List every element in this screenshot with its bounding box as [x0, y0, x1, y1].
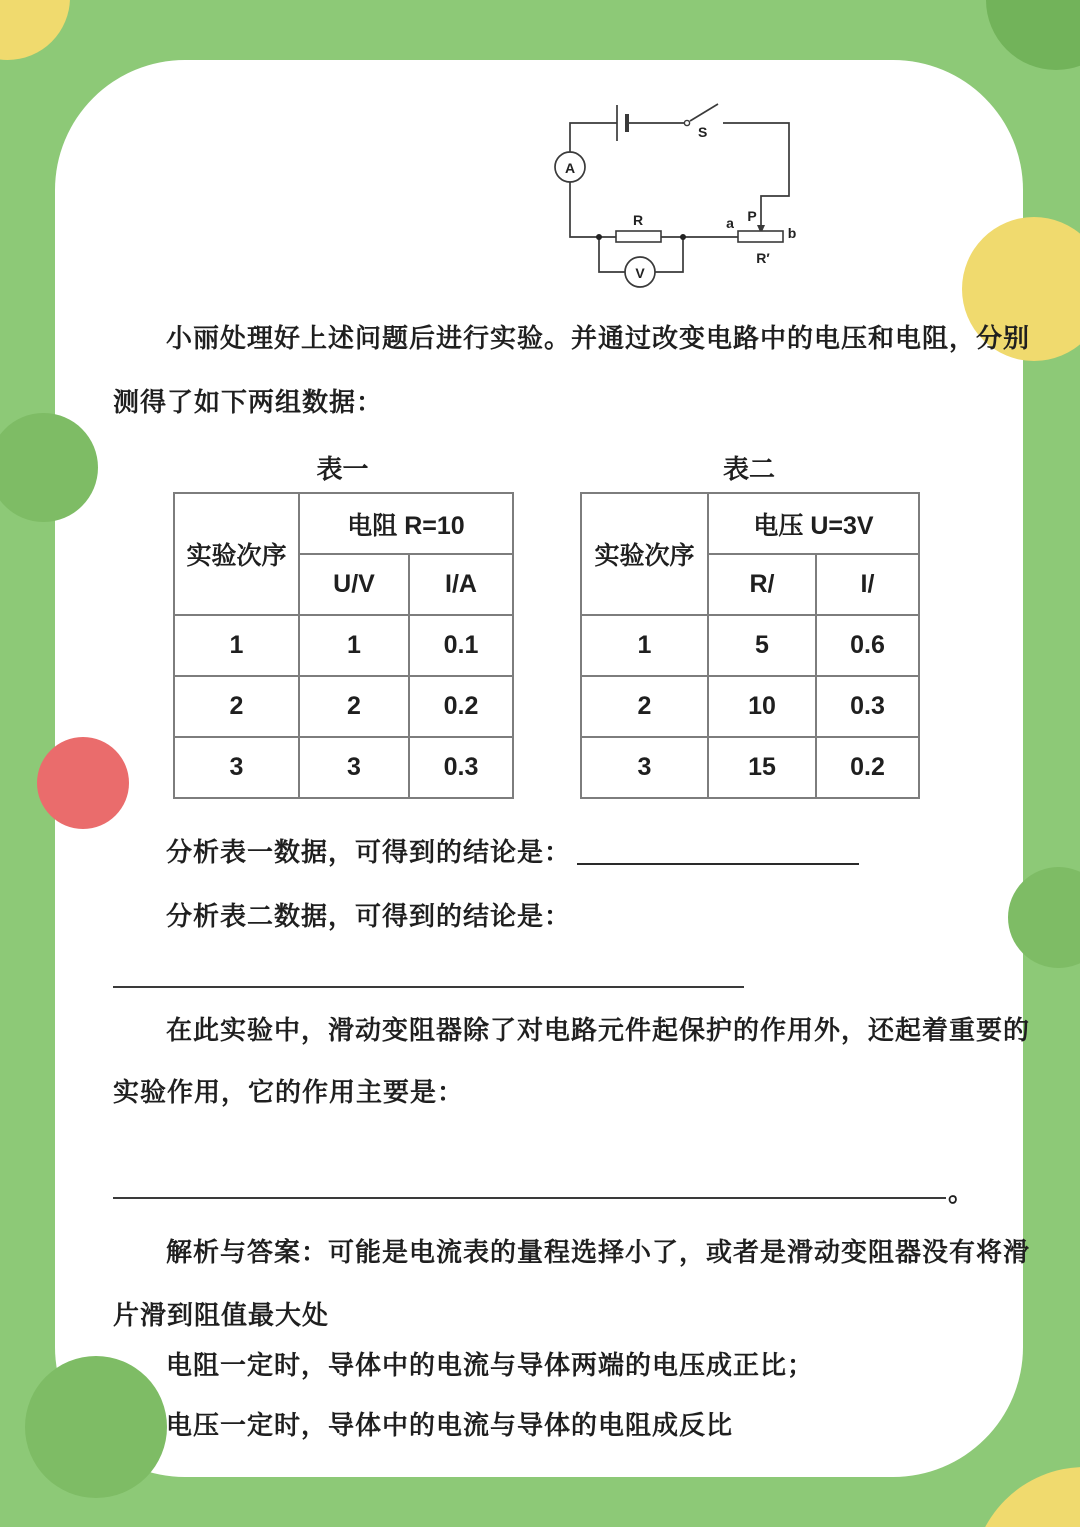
- table1-title: 表一: [316, 454, 369, 484]
- table2-cell: 0.3: [816, 676, 919, 737]
- table-two: [580, 492, 920, 799]
- table-row: [174, 737, 513, 798]
- table1-cell: 1: [299, 615, 409, 676]
- resistor: [616, 231, 661, 242]
- table1-cell: 2: [174, 676, 299, 737]
- analysis-table1-text: 分析表一数据，可得到的结论是：: [166, 837, 572, 867]
- voltmeter-label: V: [635, 265, 645, 281]
- terminal-a-label: a: [726, 215, 734, 231]
- switch-pivot: [684, 120, 689, 125]
- analysis-table2-question: 分析表二数据，可得到的结论是：: [166, 901, 572, 931]
- decor-circle-yellow-topleft: [0, 0, 70, 60]
- table2-title: 表二: [722, 454, 775, 484]
- terminal-b-label: b: [787, 225, 797, 241]
- table1-row-header: 实验次序: [174, 493, 299, 615]
- table2-col-i: I/: [816, 554, 919, 615]
- switch-label: S: [698, 124, 708, 140]
- table2-cell: 0.2: [816, 737, 919, 798]
- table1-cell: 0.2: [409, 676, 513, 737]
- resistor-label: R: [632, 212, 644, 228]
- answer-line-1: [166, 1232, 1030, 1269]
- table1-cell: 0.1: [409, 615, 513, 676]
- table1-condition: 电阻 R=10: [299, 493, 513, 554]
- circuit-wires: [570, 104, 789, 272]
- answer-blank: [113, 956, 744, 988]
- intro-line-1: 小丽处理好上述问题后进行实验。并通过改变电路中的电压和电阻，分别: [166, 323, 1031, 353]
- blank-period: 。: [948, 1177, 976, 1207]
- table2-cell: 15: [708, 737, 816, 798]
- table-row: [581, 737, 919, 798]
- table2-cell: 5: [708, 615, 816, 676]
- table2-cell: 10: [708, 676, 816, 737]
- role-line-2: 实验作用，它的作用主要是：: [113, 1077, 465, 1107]
- table1-cell: 3: [299, 737, 409, 798]
- rheostat-label: R′: [756, 250, 770, 266]
- table2-cell: 3: [581, 737, 708, 798]
- decor-circle-yellow-bottomright: [972, 1467, 1080, 1527]
- junction-dot: [680, 234, 686, 240]
- analysis-table1-question: [166, 832, 859, 869]
- decor-circle-green-bottomleft: [25, 1356, 167, 1498]
- answer-blank: [577, 837, 859, 865]
- rheostat: [738, 231, 783, 242]
- table1-cell: 1: [174, 615, 299, 676]
- circuit-diagram: [540, 90, 820, 300]
- junction-dot: [596, 234, 602, 240]
- table1-col-u: U/V: [299, 554, 409, 615]
- table-row: [581, 615, 919, 676]
- table-row: [581, 676, 919, 737]
- answer-line-2: 片滑到阻值最大处: [113, 1300, 330, 1330]
- table1-col-i: I/A: [409, 554, 513, 615]
- conclusion-1: 电阻一定时，导体中的电流与导体两端的电压成正比；: [166, 1350, 815, 1380]
- table-row: [174, 615, 513, 676]
- decor-circle-green-topright: [986, 0, 1080, 70]
- table2-row-header: 实验次序: [581, 493, 708, 615]
- answer-label: 解析与答案：: [166, 1237, 329, 1267]
- table2-cell: 1: [581, 615, 708, 676]
- conclusion-2: 电压一定时，导体中的电流与导体的电阻成反比: [166, 1410, 734, 1440]
- decor-circle-red-left: [37, 737, 129, 829]
- table2-cell: 0.6: [816, 615, 919, 676]
- table2-condition: 电压 U=3V: [708, 493, 919, 554]
- ammeter-label: A: [564, 160, 576, 176]
- table-one: [173, 492, 514, 799]
- table1-cell: 0.3: [409, 737, 513, 798]
- role-line-1: 在此实验中，滑动变阻器除了对电路元件起保护的作用外，还起着重要的: [166, 1015, 1031, 1045]
- table-row: [174, 676, 513, 737]
- table1-cell: 2: [299, 676, 409, 737]
- table2-col-r: R/: [708, 554, 816, 615]
- table2-cell: 2: [581, 676, 708, 737]
- answer-text: 可能是电流表的量程选择小了，或者是滑动变阻器没有将滑: [328, 1237, 1031, 1267]
- intro-line-2: 测得了如下两组数据：: [113, 387, 384, 417]
- table1-cell: 3: [174, 737, 299, 798]
- answer-blank: [113, 1167, 946, 1199]
- slider-label: P: [747, 208, 757, 224]
